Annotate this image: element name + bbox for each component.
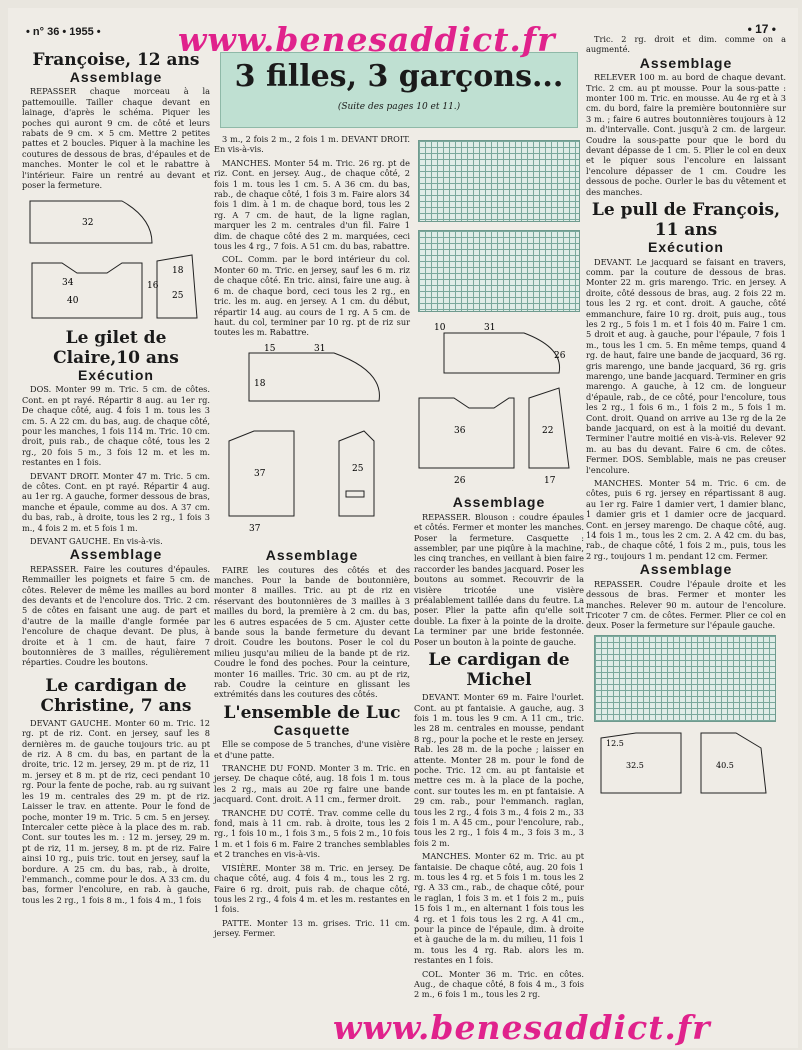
diagram-label: 22	[542, 426, 554, 436]
diagram-label: 31	[484, 323, 496, 333]
section-title-michel: Le cardigan de Michel	[428, 650, 570, 691]
paragraph: COL. Monter 36 m. Tric. en côtes. Aug., de chaque côté, 8 fois 4 m., 3 fois 2 m., 6 fois 1 m., tous les 2 rg.	[414, 968, 584, 1000]
column-2	[214, 134, 410, 942]
subheading: Assemblage	[265, 547, 359, 564]
paragraph: VISIÈRE. Monter 38 m. Tric. en jersey. De chaque côté, aug. 4 fois 4 m., tous les 2 rg. Faire 6 rg. droit, puis rab. de chaque côté, tous les 2 rg., 4 fois 4 m. et les m. restantes en 1 fois.	[214, 862, 410, 915]
pattern-diagram-christine	[214, 341, 410, 546]
magazine-page	[8, 8, 798, 1048]
paragraph: FAIRE les coutures des côtés et des manches. Pour la bande de boutonnière, monter 8 mailles. Tric. au pt de riz en réservant des boutonnières de 3 mailles à 3 mailles du bord, la première à 2 cm. du bas, les 6 autres espacées de 5 cm. Ajuster cette bande sous la bande fermeture du devant droit. Coudre les boutons. Poser le col du milieu jusqu'au milieu de la bande pt de riz. Coudre le fond des poches. Pour la ceinture, monter 16 mailles. Tric. 30 cm. au pt de riz, rab. Coudre la ceinture en glissant les extrémités dans les coutures des côtés.	[214, 564, 410, 700]
subheading: Exécution	[78, 366, 154, 383]
diagram-label: 17	[544, 476, 556, 486]
paragraph: 3 m., 2 fois 2 m., 2 fois 1 m. DEVANT DROIT. En vis-à-vis.	[214, 134, 410, 155]
paragraph: MANCHES. Monter 54 m. Tric. 6 cm. de côtes, puis 6 rg. jersey en répartissant 8 aug. au 1er rg. Faire 1 damier vert, 1 damier blanc, 1 damier gris et 1 damier ocre de jacquard. Cont. en jersey marengo. De chaque côté, aug. 14 fois 1 m., tous les 2 cm. 2. A 42 cm. du bas, rab., de chaque côté, 1 fois 2 m., puis, tous les 2 rg., toujours 1 m. pendant 12 cm. Fermer.	[586, 478, 786, 561]
paragraph: COL. Comm. par le bord intérieur du col. Monter 60 m. Tric. en jersey, sauf les 6 m. riz de chaque côté. En tric. ainsi, faire une aug. à 6 m. de chaque bord, ceci tous les 2 rg., en tric. les m. aug. en jersey. A 1 cm. du début, répartir 14 aug. au cours de 1 rg. A 5 cm. de haut. du col, terminer par 10 rg. pt de riz sur toutes les m. Rabattre.	[214, 254, 410, 338]
subheading: Assemblage	[69, 546, 163, 563]
pattern-diagram-luc	[414, 318, 584, 493]
paragraph: TRANCHE DU FOND. Monter 3 m. Tric. en jersey. De chaque côté, aug. 18 fois 1 m. tous les 2 rg., mais au 20e rg faire une bande jacquard. Cont. droit. A 11 cm., fermer droit.	[214, 763, 410, 805]
paragraph: REPASSER. Coudre l'épaule droite et les dessous de bras. Fermer et monter les manches. Relever 90 m. autour de l'encolure. Tricoter 7 cm. de côtes. Fermer. Plier ce col en deux. Poser la fermeture sur l'épaule gauche.	[586, 578, 786, 631]
paragraph: REPASSER chaque morceau à la pattemouille. Tailler chaque devant en lainage, d'après le schéma. Piquer les poches qui auront 9 cm. de côté et leurs rabats de 9 cm. × 5 cm. Mettre 2 petites pattes et 2 boucles. Piquer à la machine les coutures de dessous de bras, d'épaules et de manches. Monter le col et le rabattre à l'intérieur. Faire un rentré au devant et poser la fermeture.	[22, 86, 210, 191]
paragraph: MANCHES. Monter 62 m. Tric. au pt fantaisie. De chaque côté, aug. 20 fois 1 m. tous les 4 rg. et 5 fois 1 m. tous les 2 rg. A 33 cm., rab., de chaque côté, pour le raglan, 1 fois 3 m. et 1 fois 2 m., puis 15 fois 1 m., en alternant 1 fois tous les 4 rg. et 1 fois tous les 2 rg. A 41 cm., pour la pince de l'épaule, dim. à droite et à gauche de la m. du milieu, 11 fois 1 m. tous les 4 rg. Rab. alors les m. restantes en 1 fois.	[414, 851, 584, 966]
diagram-label: 40	[67, 296, 79, 307]
subheading: Assemblage	[639, 54, 733, 71]
knitting-chart-top	[418, 140, 580, 222]
subheading: Casquette	[273, 721, 351, 738]
watermark-bottom: www.benesaddict.fr	[333, 1008, 711, 1047]
diagram-label: 37	[249, 523, 261, 534]
column-4	[586, 34, 786, 800]
issue-number: • n° 36 • 1955 •	[26, 26, 101, 38]
subheading: Exécution	[648, 239, 724, 256]
paragraph: REPASSER. Faire les coutures d'épaules. Remmailler les poignets et faire 5 cm. de côtes. Relever de même les mailles au bord des devants et de l'encolure dos. Tric. 2 cm. 5 de côtes en faisant une aug. de part et d'autre de la maille d'angle formée par l'encolure de chaque devant. De plus, à droite et à 1 cm. de haut, faire 7 boutonnières de 3 mailles, régulièrement réparties. Coudre les boutons.	[22, 563, 210, 668]
diagram-label: 25	[172, 291, 184, 302]
pattern-diagram-francoise	[22, 193, 210, 323]
paragraph: DEVANT GAUCHE. Monter 60 m. Tric. 12 rg. pt de riz. Cont. en jersey, sauf les 8 dernières m. de gauche toujours tric. au pt de riz. A 8 cm. du bas, en partant de la droite, tric. 12 m. jersey, 29 m. pt de riz, 11 m. jersey et 8 m. pt de riz, ceci pendant 10 rg. Pour la fente de poche, rab. au rg suivant les 19 m. centrales des 29 m. pt de riz. Laisser le trav. en attente. Pour le fond de poche, monter 19 m. Tric. 5 cm. 5 en jersey. Intercaler cette pièce à la place des m. rab. Cont. sur toutes les m. : 12 m. jersey, 29 m. pt de riz, 11 m. jersey, 8 m. pt de riz. Faire ainsi 10 rg., puis tric. tout en jersey, sauf la bordure. A 25 cm. du bas, rab., à droite, l'emmanch., comme pour le dos. A 33 cm. du bas, former l'encolure, en rab. à gauche, tous les 2 rg., 1 fois 8 m., 1 fois 4 m., 1 fois	[22, 717, 210, 905]
section-title-christine: Le cardigan de Christine, 7 ans	[40, 675, 192, 716]
subheading: Assemblage	[452, 494, 546, 511]
paragraph: DEVANT DROIT. Monter 47 m. Tric. 5 cm. de côtes. Cont. en pt rayé. Répartir 4 aug. au 1er rg. A gauche, former dessous de bras, manche et épaule, comme au dos. A 37 cm. du bas, rab., à droite, tous les 2 rg., 1 fois 3 m., 4 fois 2 m. et 5 fois 1 m.	[22, 470, 210, 533]
diagram-label: 15	[264, 343, 276, 354]
paragraph: MANCHES. Monter 54 m. Tric. 26 rg. pt de riz. Cont. en jersey. Aug., de chaque côté, 2 fois 1 m. tous les 1 cm. 5. A 36 cm. du bas, rab., de chaque côté, 1 fois 3 m. Faire alors 34 fois 1 dim. à 1 m. de chaque bord, tous les 2 rg. A 7 cm. de haut, de la ligne raglan, marquer les 2 m. centrales d'un fil. Faire 1 dim. de chaque côté des 2 m. marquées, ceci tous les 4 rg., 7 fois. A 51 cm. du bas, rabattre.	[214, 157, 410, 252]
diagram-label: 40.5	[716, 760, 734, 770]
pattern-diagram-francois	[586, 728, 786, 798]
diagram-label: 37	[254, 468, 266, 479]
section-title-francoise: Françoise, 12 ans	[32, 50, 200, 70]
subheading: Assemblage	[69, 69, 163, 85]
diagram-label: 34	[62, 278, 74, 289]
section-title-francois: Le pull de François, 11 ans	[591, 200, 781, 241]
diagram-label: 26	[554, 351, 566, 361]
paragraph: REPASSER. Blouson : coudre épaules et côtés. Fermer et monter les manches. Poser la fermeture. Casquette : assembler, par une piqûre à la machine, les cinq tranches, en veillant à bien faire raccorder les bandes jacquard. Poser les boutons au sommet. Recouvrir de la visière tricotée une visière préalablement taillée dans du feutre. La poser. Plier la patte afin qu'elle soit double. La fixer à la pointe de la droite. La terminer par une bride festonnée. Poser un bouton à la pointe de gauche.	[414, 511, 584, 647]
paragraph: Tric. 2 rg. droit et dim. comme on a augmenté.	[586, 34, 786, 55]
diagram-label: 18	[172, 266, 184, 277]
diagram-label: 16	[147, 281, 159, 292]
watermark-top: www.benesaddict.fr	[178, 20, 556, 59]
diagram-label: 12.5	[606, 738, 624, 748]
paragraph: DEVANT. Le jacquard se faisant en travers, comm. par la couture de dessous de bras. Monter 22 m. gris marengo. Tric. en jersey. A droite, côté dessous de bras, aug. 2 fois 22 m. tous les 2 rg. et cont. droit. A gauche, côté emmanchure, faire 10 rg. droit, puis aug., tous les 2 rg., 5 fois 1 m. et 1 fois 40 m. Faire 1 cm. 5 droit et aug. à gauche, pour l'épaule, 7 fois 1 m., tous les 1 cm. 5. En même temps, quand 4 rg. de haut, faire une bande de jacquard, 36 rg. gris marengo, une bande jacquard, 36 rg. gris marengo, une bande jacquard. Terminer en gris marengo. A gauche, à 12 cm. de longueur d'épaule, rab., de ce côté, pour l'encolure, tous les 2 rg., 1 fois 6 m., 1 fois 2 m., 5 fois 1 m. Cont. droit. Quand on arrive au 13e rg de la 2e bande jacquard, on est à la moitié du devant. Terminer l'autre moitié en vis-à-vis. Relever 92 m. au bas du devant. Faire 6 cm. de côtes. Fermer. DOS. Semblable, mais ne pas creuser l'encolure.	[586, 256, 786, 475]
diagram-label: 18	[254, 378, 266, 389]
diagram-label: 36	[454, 426, 466, 436]
section-title-luc: L'ensemble de Luc	[223, 702, 401, 723]
main-title-box	[220, 52, 578, 128]
paragraph: DOS. Monter 99 m. Tric. 5 cm. de côtes. Cont. en pt rayé. Répartir 8 aug. au 1er rg. De chaque côté, aug. 4 fois 1 m. tous les 3 cm. 5. A 22 cm. du bas, aug. de chaque côté, pour les manches, 1 fois 114 m. Tric. 10 cm. droit, puis rab., de chaque côté, tous les 2 rg., 20 fois 5 m., 3 fois 12 m. et les m. restantes en 1 fois.	[22, 384, 210, 468]
diagram-label: 32	[82, 218, 94, 229]
paragraph: DEVANT. Monter 69 m. Faire l'ourlet. Cont. au pt fantaisie. A gauche, aug. 3 fois 1 m. tous les 9 cm. A 11 cm., tric. les 28 m. centrales en mousse, pendant 8 rg., pour la poche et le reste en jersey. Rab. les 28 m. de la poche ; laisser en attente. Monter 28 m. pour le fond de poche. Tric. 12 cm. au pt fantaisie et mettre ces m. à la place de la poche, cont. sur toutes les m. en pt fantaisie. A 29 cm. rab., pour l'emmanch. raglan, tous les 2 rg., 4 fois 3 m., 4 fois 2 m., 33 fois 1 m. A 45 cm., pour l'encolure, rab., tous les 2 rg., 1 fois 4 m., 3 fois 3 m., 3 fois 2 m.	[414, 692, 584, 848]
diagram-label: 32.5	[626, 760, 644, 770]
main-subtitle: (Suite des pages 10 et 11.)	[337, 102, 461, 112]
diagram-label: 25	[352, 463, 364, 474]
knitting-chart-bottom	[418, 230, 580, 312]
column-1	[22, 48, 210, 908]
paragraph: Elle se compose de 5 tranches, d'une visière et d'une patte.	[214, 739, 410, 760]
paragraph: TRANCHE DU COTÉ. Trav. comme celle du fond, mais à 11 cm. rab. à droite, tous les 2 rg., 1 fois 10 m., 1 fois 3 m., 5 fois 2 m., 10 fois 1 m. et 1 fois 6 m. Faire 2 tranches semblables et 2 tranches en vis-à-vis.	[214, 807, 410, 860]
section-title-claire: Le gilet de Claire,10 ans	[53, 327, 179, 368]
paragraph: RELEVER 100 m. au bord de chaque devant. Tric. 2 cm. au pt mousse. Pour la sous-patte : monter 100 m. Tric. en mousse. Au 4e rg et à 3 cm. du bord, faire la première boutonnière sur 3 m. ; faire 6 autres boutonnières toujours à 12 m. d'intervalle. Cont. jusqu'à 2 cm. de largeur. Coudre la sous-patte pour que le bord du devant dépasse de 1 cm. 5. Plier le col en deux et le piquer sous l'encolure en laissant l'encolure dépasser de 1 cm. Coudre les dessous de poche. Ourler le bas du vêtement et des manches.	[586, 72, 786, 197]
column-3	[414, 134, 584, 1003]
knitting-chart-francois	[594, 635, 776, 722]
paragraph: PATTE. Monter 13 m. grises. Tric. 11 cm. jersey. Fermer.	[214, 917, 410, 939]
diagram-label: 26	[454, 476, 466, 486]
page-number: • 17 •	[747, 22, 776, 36]
diagram-label: 31	[314, 343, 326, 354]
main-title: 3 filles, 3 garçons...	[234, 59, 564, 94]
paragraph: DEVANT GAUCHE. En vis-à-vis.	[30, 535, 163, 546]
subheading: Assemblage	[639, 561, 733, 578]
diagram-label: 10	[434, 323, 446, 333]
